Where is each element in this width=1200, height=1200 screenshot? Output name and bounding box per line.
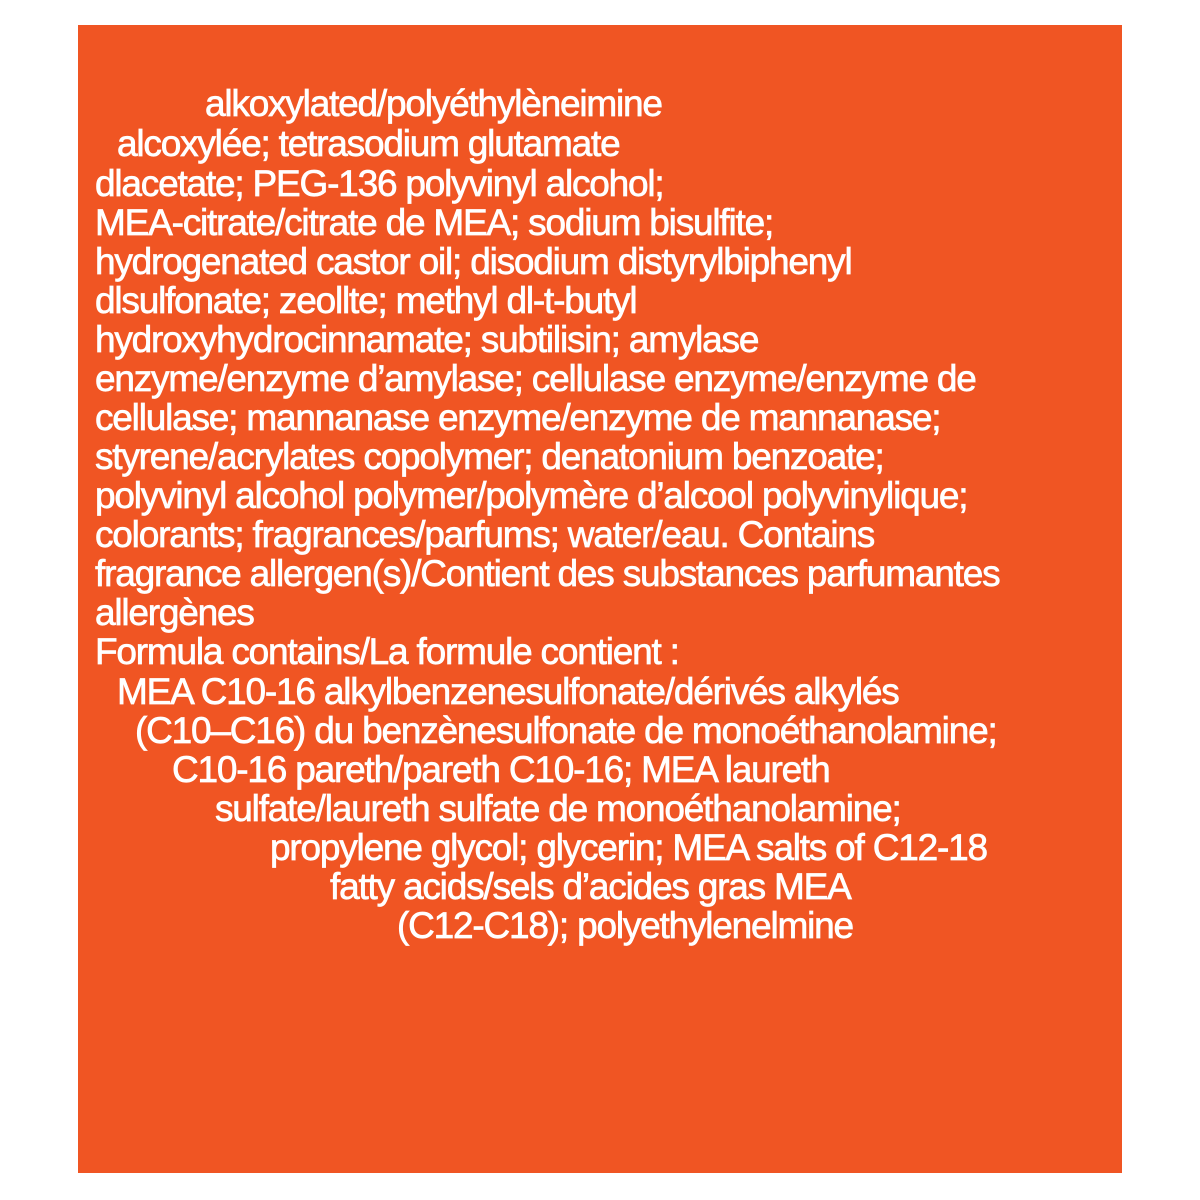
ingredient-line: hydroxyhydrocinnamate; subtilisin; amylase: [95, 319, 759, 360]
ingredient-line: alcoxylée; tetrasodium glutamate: [117, 123, 620, 164]
ingredient-line: enzyme/enzyme d’amylase; cellulase enzyme/enzyme de: [95, 358, 976, 399]
ingredient-line: dlacetate; PEG-136 polyvinyl alcohol;: [95, 163, 664, 204]
formula-line: (C12-C18); polyethylenelmine: [397, 905, 853, 946]
ingredient-line: colorants; fragrances/parfums; water/eau. Contains: [95, 514, 875, 555]
formula-line: C10-16 pareth/pareth C10-16; MEA laureth: [172, 749, 830, 790]
ingredient-line: alkoxylated/polyéthylèneimine: [205, 83, 662, 124]
formula-line: fatty acids/sels d’acides gras MEA: [330, 866, 851, 907]
ingredient-line: polyvinyl alcohol polymer/polymère d’alcool polyvinylique;: [95, 475, 968, 516]
ingredient-line: cellulase; mannanase enzyme/enzyme de mannanase;: [95, 397, 941, 438]
ingredient-line: hydrogenated castor oil; disodium distyrylbiphenyl: [95, 241, 852, 282]
ingredient-line: allergènes: [95, 592, 254, 633]
ingredient-line: styrene/acrylates copolymer; denatonium benzoate;: [95, 436, 884, 477]
ingredient-line: dlsulfonate; zeollte; methyl dl-t-butyl: [95, 280, 637, 321]
formula-line: sulfate/laureth sulfate de monoéthanolamine;: [215, 788, 901, 829]
formula-line: MEA C10-16 alkylbenzenesulfonate/dérivés alkylés: [117, 671, 899, 712]
formula-heading: Formula contains/La formule contient :: [95, 631, 679, 672]
ingredient-line: fragrance allergen(s)/Contient des substances parfumantes: [95, 553, 1000, 594]
ingredient-line: MEA-citrate/citrate de MEA; sodium bisulfite;: [95, 202, 774, 243]
formula-line: propylene glycol; glycerin; MEA salts of C12-18: [270, 827, 987, 868]
formula-line: (C10–C16) du benzènesulfonate de monoéthanolamine;: [135, 710, 997, 751]
